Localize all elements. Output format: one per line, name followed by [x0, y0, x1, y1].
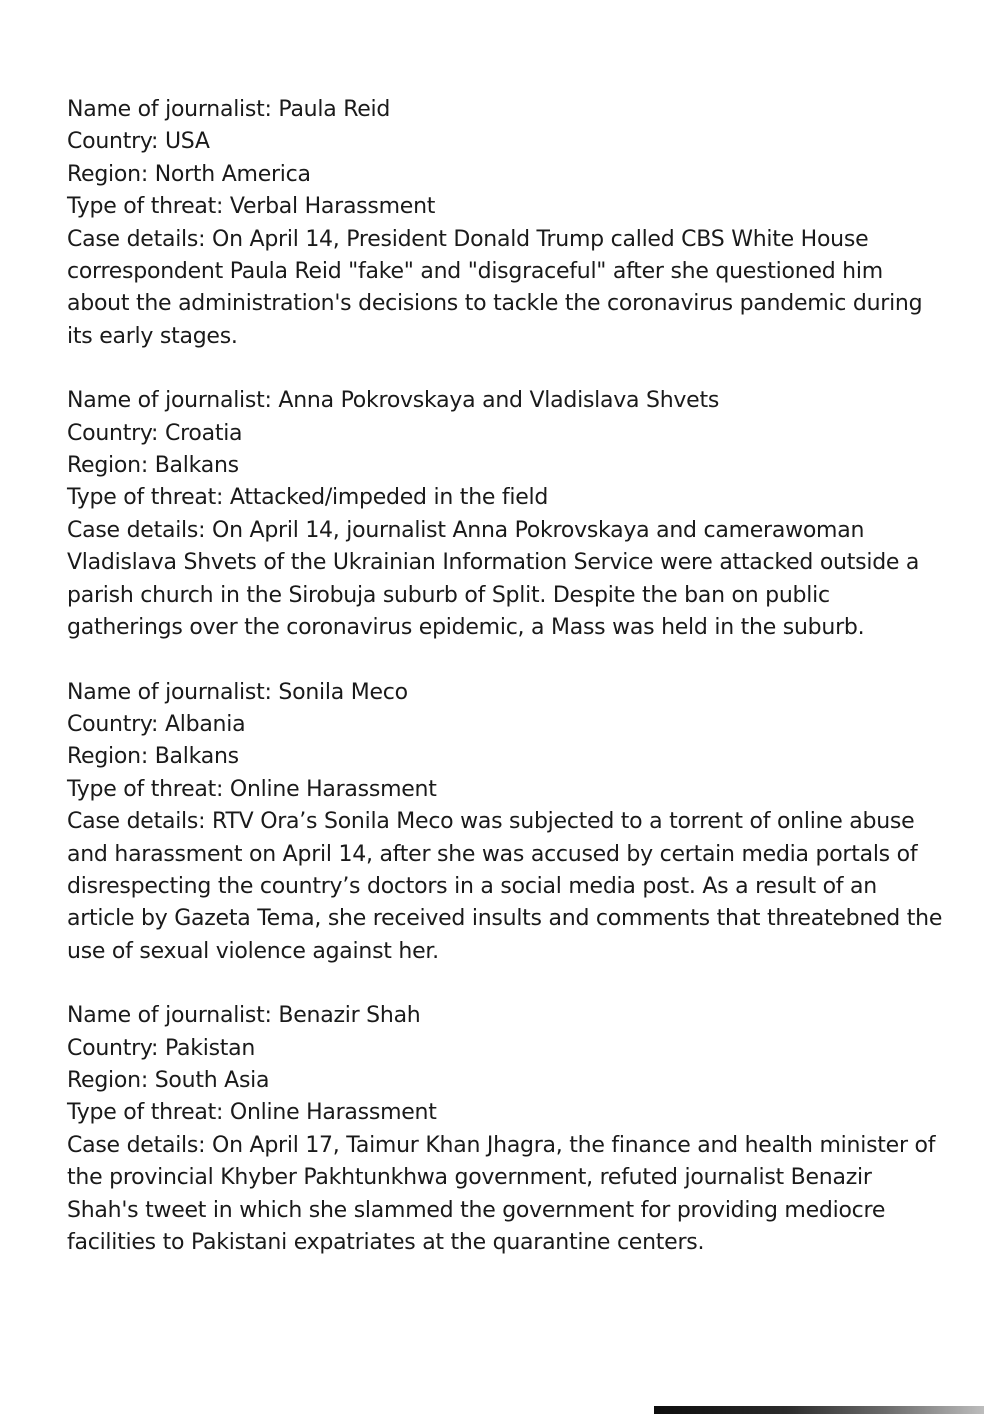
region: Region: Balkans: [67, 453, 239, 479]
case-details: Case details: On April 14, President Donald Trump called CBS White House correspondent Paula Reid "fake" and "disgraceful" after she questioned him about the administration's decisions to tackle the coronavirus pandemic during its early stages.: [67, 226, 923, 349]
case-entry: [67, 94, 947, 353]
case-details: Case details: RTV Ora’s Sonila Meco was subjected to a torrent of online abuse and harassment on April 14, after she was accused by certain media portals of disrespecting the country’s doctors in a social media post. As a result of an article by Gazeta Tema, she received insults and comments that threatebned the use of sexual violence against her.: [67, 809, 943, 964]
region: Region: North America: [67, 161, 311, 187]
threat-type: Type of threat: Attacked/impeded in the field: [67, 485, 549, 511]
threat-type: Type of threat: Online Harassment: [67, 776, 437, 802]
document-body: [67, 94, 947, 1291]
journalist-name: Name of journalist: Benazir Shah: [67, 1003, 421, 1029]
case-entry: [67, 385, 947, 644]
photo-edge: [654, 1406, 984, 1414]
country: Country: Albania: [67, 711, 246, 737]
region: Region: South Asia: [67, 1067, 270, 1093]
journalist-name: Name of journalist: Anna Pokrovskaya and Vladislava Shvets: [67, 388, 720, 414]
country: Country: USA: [67, 129, 210, 155]
country: Country: Pakistan: [67, 1035, 256, 1061]
journalist-name: Name of journalist: Sonila Meco: [67, 679, 408, 705]
case-details: Case details: On April 17, Taimur Khan Jhagra, the finance and health minister of the provincial Khyber Pakhtunkhwa government, refuted journalist Benazir Shah's tweet in which she slammed the government for providing mediocre facilities to Pakistani expatriates at the quarantine centers.: [67, 1132, 936, 1255]
case-entry: [67, 1000, 947, 1259]
threat-type: Type of threat: Verbal Harassment: [67, 194, 436, 220]
journalist-name: Name of journalist: Paula Reid: [67, 97, 391, 122]
region: Region: Balkans: [67, 744, 239, 770]
case-details: Case details: On April 14, journalist Anna Pokrovskaya and camerawoman Vladislava Shvets of the Ukrainian Information Service were attacked outside a parish church in the Sirobuja suburb of Split. Despite the ban on public gatherings over the coronavirus epidemic, a Mass was held in the suburb.: [67, 517, 920, 641]
country: Country: Croatia: [67, 420, 243, 446]
threat-type: Type of threat: Online Harassment: [67, 1100, 437, 1126]
case-entry: [67, 677, 947, 969]
